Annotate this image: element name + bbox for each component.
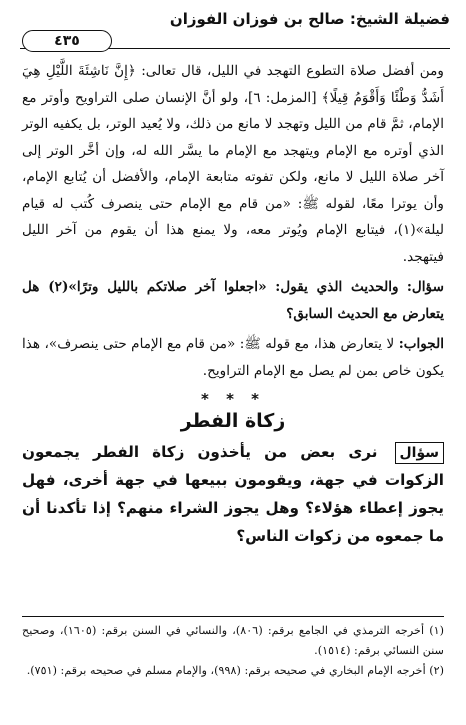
page-header xyxy=(20,6,450,49)
question-text: والحديث الذي يقول: «اجعلوا آخر صلاتكم بالليل وترًا»(٢) هل يتعارض مع الحديث السابق؟ xyxy=(22,279,444,322)
footnotes xyxy=(22,616,444,681)
header-title: فضيلة الشيخ: صالح بن فوزان الفوزان xyxy=(169,10,450,28)
paragraph-tahajjud: ومن أفضل صلاة التطوع التهجد في الليل، قال تعالى: ﴿إِنَّ نَاشِئَةَ اللَّيْلِ هِيَ أَشَدُّ وَطْئًا وَأَقْوَمُ قِيلًا﴾ [المزمل: ٦]، ولو أنَّ الإنسان صلى التراويح وأوتر مع الإمام، ثمَّ قام من الليل وتهجد لا مانع من ذلك، ولا يُعيد الوتر، بل يكفيه الوتر الذي أوتره مع الإمام ويتهجد مع الإمام ما يسَّر الله له، وإن أخَّر الوتر إلى آخر صلاة الليل لا مانع، ولكن تفوته متابعة الإمام، والأفضل أن يُتابع الإمام، وأن يوترا معًا، لقوله ﷺ: «من قام مع الإمام حتى ينصرف كُتب له قيام ليلة»(١)، فيتابع الإمام ويُوتر معه، ولا يمنع هذا أن يقوم من آخر الليل فيتهجد. xyxy=(22,63,444,265)
page-number: ٤٣٥ xyxy=(22,30,112,52)
question-label: سؤال: xyxy=(406,279,444,295)
section-separator: * * * xyxy=(201,390,265,408)
footnote-2: (٢) أخرجه الإمام البخاري في صحيحه برقم: (٩٩٨)، والإمام مسلم في صحيحه برقم: (٧٥١). xyxy=(26,664,444,677)
answer-label: الجواب: xyxy=(398,336,444,352)
question-box-label: سؤال xyxy=(395,442,445,464)
main-text xyxy=(22,58,444,550)
question-paragraph xyxy=(22,274,444,327)
zakat-question-text: نرى بعض من يأخذون زكاة الفطر يجمعون الزكوات في جهة، ويقومون ببيعها في جهة أخرى، فهل يجوز إعطاء هؤلاء؟ وهل يجوز الشراء منهم؟ إذا تأكدنا أن ما جمعوه من زكوات الناس؟ xyxy=(22,443,444,545)
section-heading: زكاة الفطر xyxy=(180,410,286,432)
answer-text: لا يتعارض هذا، مع قوله ﷺ: «من قام مع الإمام حتى ينصرف»، هذا يكون خاص بمن لم يصل مع الإمام التراويح. xyxy=(22,336,444,379)
answer-paragraph xyxy=(22,331,444,384)
footnote-1: (١) أخرجه الترمذي في الجامع برقم: (٨٠٦)، والنسائي في السنن برقم: (١٦٠٥)، وصحيح سنن النسائي برقم: (١٥١٤). xyxy=(22,624,444,657)
zakat-question xyxy=(22,438,444,550)
